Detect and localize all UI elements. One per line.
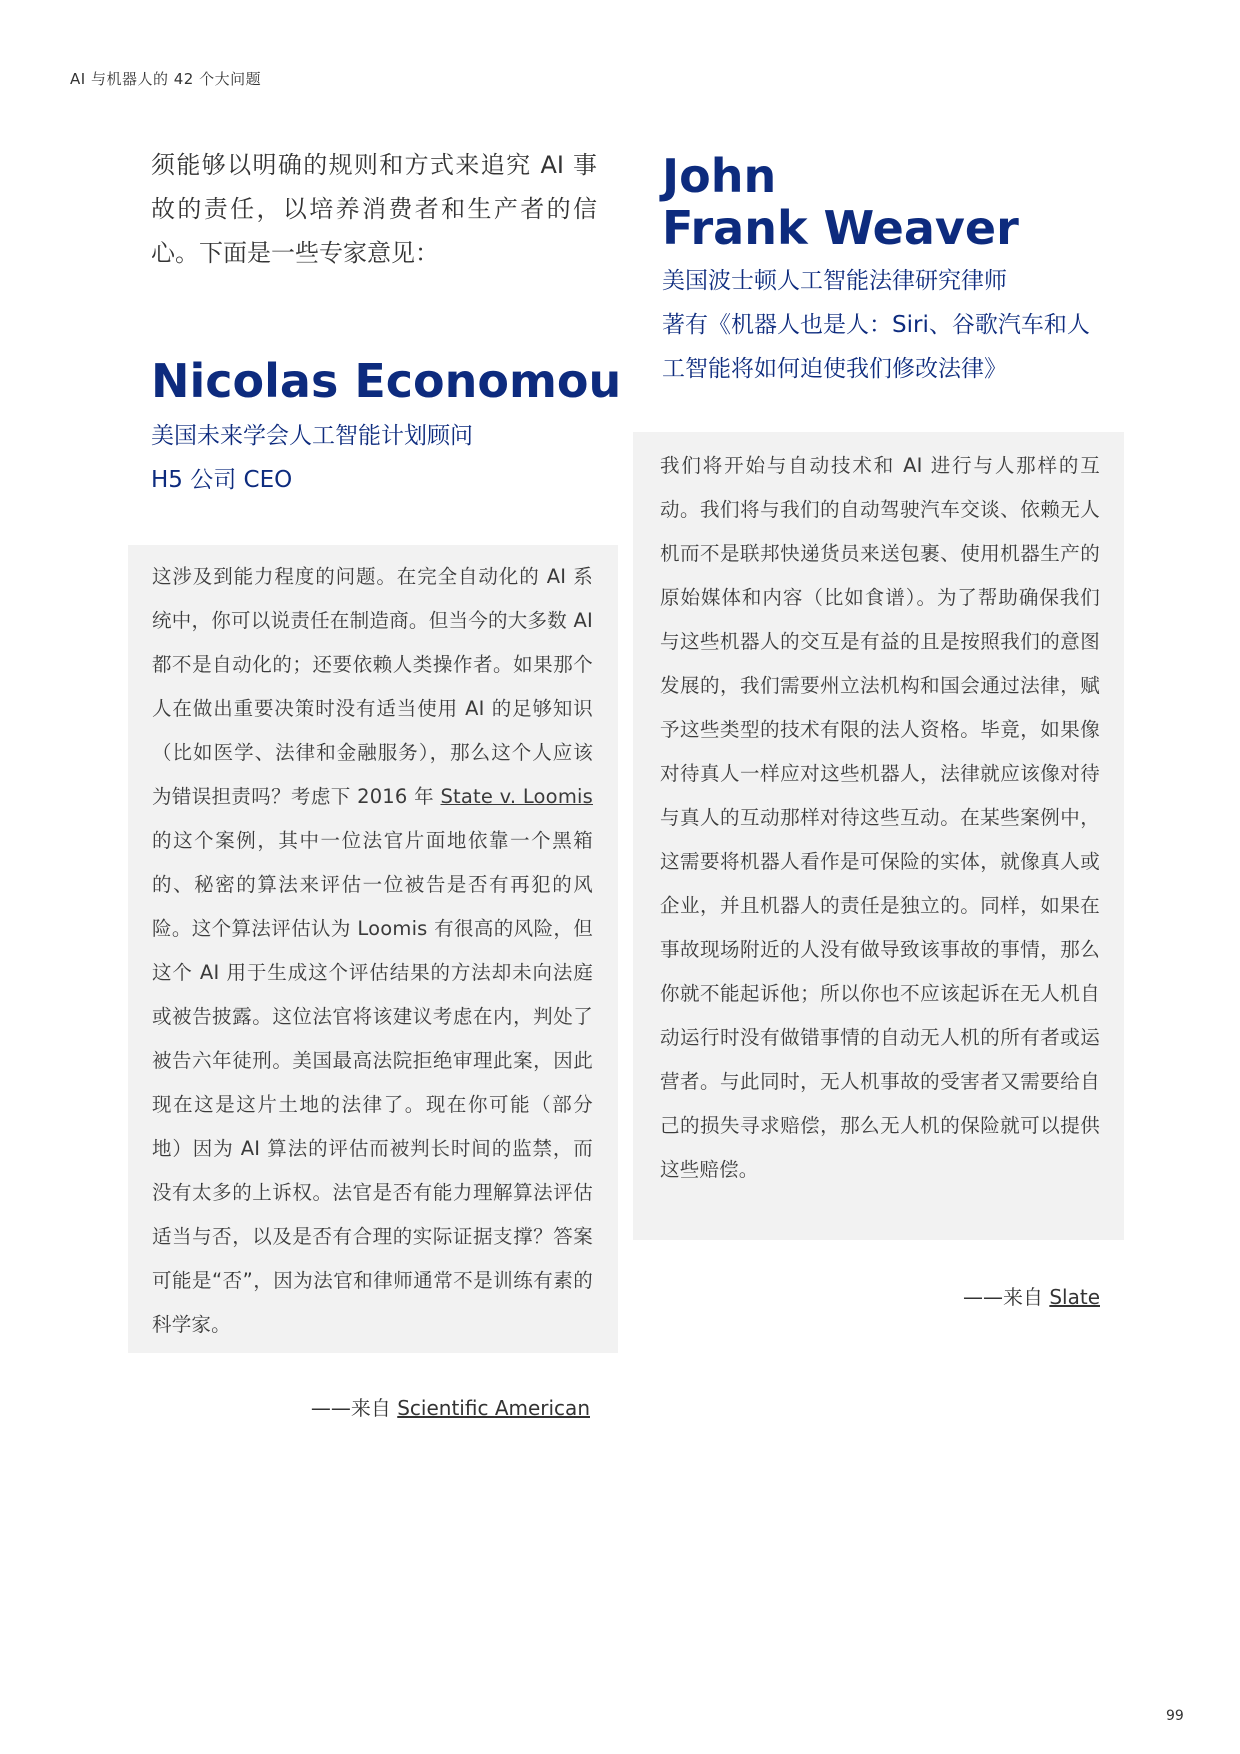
expert-roles-right <box>662 259 1112 391</box>
expert-name-left: Nicolas Economou <box>151 354 622 408</box>
source-link-slate[interactable]: Slate <box>1049 1285 1100 1309</box>
expert-role: H5 公司 CEO <box>151 467 293 493</box>
source-link-scientific-american[interactable]: Scientific American <box>397 1396 590 1420</box>
case-link[interactable]: State v. Loomis <box>440 785 593 808</box>
intro-paragraph: 须能够以明确的规则和方式来追究 AI 事故的责任，以培养消费者和生产者的信心。下面是一些专家意见： <box>151 151 597 267</box>
quote-segment: 的这个案例，其中一位法官片面地依靠一个黑箱的、秘密的算法来评估一位被告是否有再犯的风险。这个算法评估认为 Loomis 有很高的风险，但这个 AI 用于生成这个评估结果的方法却未向法庭或被告披露。这位法官将该建议考虑在内，判处了被告六年徒刑。美国最高法院拒绝审理此案，因此现在这是这片土地的法律了。现在你可能（部分地）因为 AI 算法的评估而被判长时间的监禁，而没有太多的上诉权。法官是否有能力理解算法评估适当与否，以及是否有合理的实际证据支撑？答案可能是“否”，因为法官和律师通常不是训练有素的科学家。 <box>152 829 593 1336</box>
page-number: 99 <box>1166 1708 1184 1724</box>
expert-role: 著有《机器人也是人：Siri、谷歌汽车和人 <box>662 312 1090 338</box>
expert-name-line: Frank Weaver <box>662 201 1019 255</box>
quote-segment: 这涉及到能力程度的问题。在完全自动化的 AI 系统中，你可以说责任在制造商。但当今的大多数 AI 都不是自动化的；还要依赖人类操作者。如果那个人在做出重要决策时没有适当使用 AI 的足够知识（比如医学、法律和金融服务），那么这个人应该为错误担责吗？考虑下 2016 年 <box>152 565 593 808</box>
attribution-prefix: ——来自 <box>962 1285 1050 1309</box>
quote-box-left <box>128 545 618 1353</box>
expert-name-line: John <box>662 149 777 203</box>
quote-text-right: 我们将开始与自动技术和 AI 进行与人那样的互动。我们将与我们的自动驾驶汽车交谈、依赖无人机而不是联邦快递货员来送包裹、使用机器生产的原始媒体和内容（比如食谱）。为了帮助确保我们与这些机器人的交互是有益的且是按照我们的意图发展的，我们需要州立法机构和国会通过法律，赋予这些类型的技术有限的法人资格。毕竟，如果像对待真人一样应对这些机器人，法律就应该像对待与真人的互动那样对待这些互动。在某些案例中，这需要将机器人看作是可保险的实体，就像真人或企业，并且机器人的责任是独立的。同样，如果在事故现场附近的人没有做导致该事故的事情，那么你就不能起诉他；所以你也不应该起诉在无人机自动运行时没有做错事情的自动无人机的所有者或运营者。与此同时，无人机事故的受害者又需要给自己的损失寻求赔偿，那么无人机的保险就可以提供这些赔偿。 <box>660 454 1100 1181</box>
quote-box-right <box>633 432 1124 1240</box>
expert-name-right <box>662 150 1019 254</box>
attribution-prefix: ——来自 <box>310 1396 398 1420</box>
expert-role: 美国未来学会人工智能计划顾问 <box>151 423 473 449</box>
attribution-left <box>311 1392 590 1421</box>
expert-roles-left <box>151 414 591 502</box>
expert-role: 美国波士顿人工智能法律研究律师 <box>662 268 1007 294</box>
quote-text-left <box>152 555 593 1347</box>
expert-role: 工智能将如何迫使我们修改法律》 <box>662 356 1007 382</box>
running-header: AI 与机器人的 42 个大问题 <box>70 70 262 88</box>
attribution-right <box>963 1281 1100 1310</box>
